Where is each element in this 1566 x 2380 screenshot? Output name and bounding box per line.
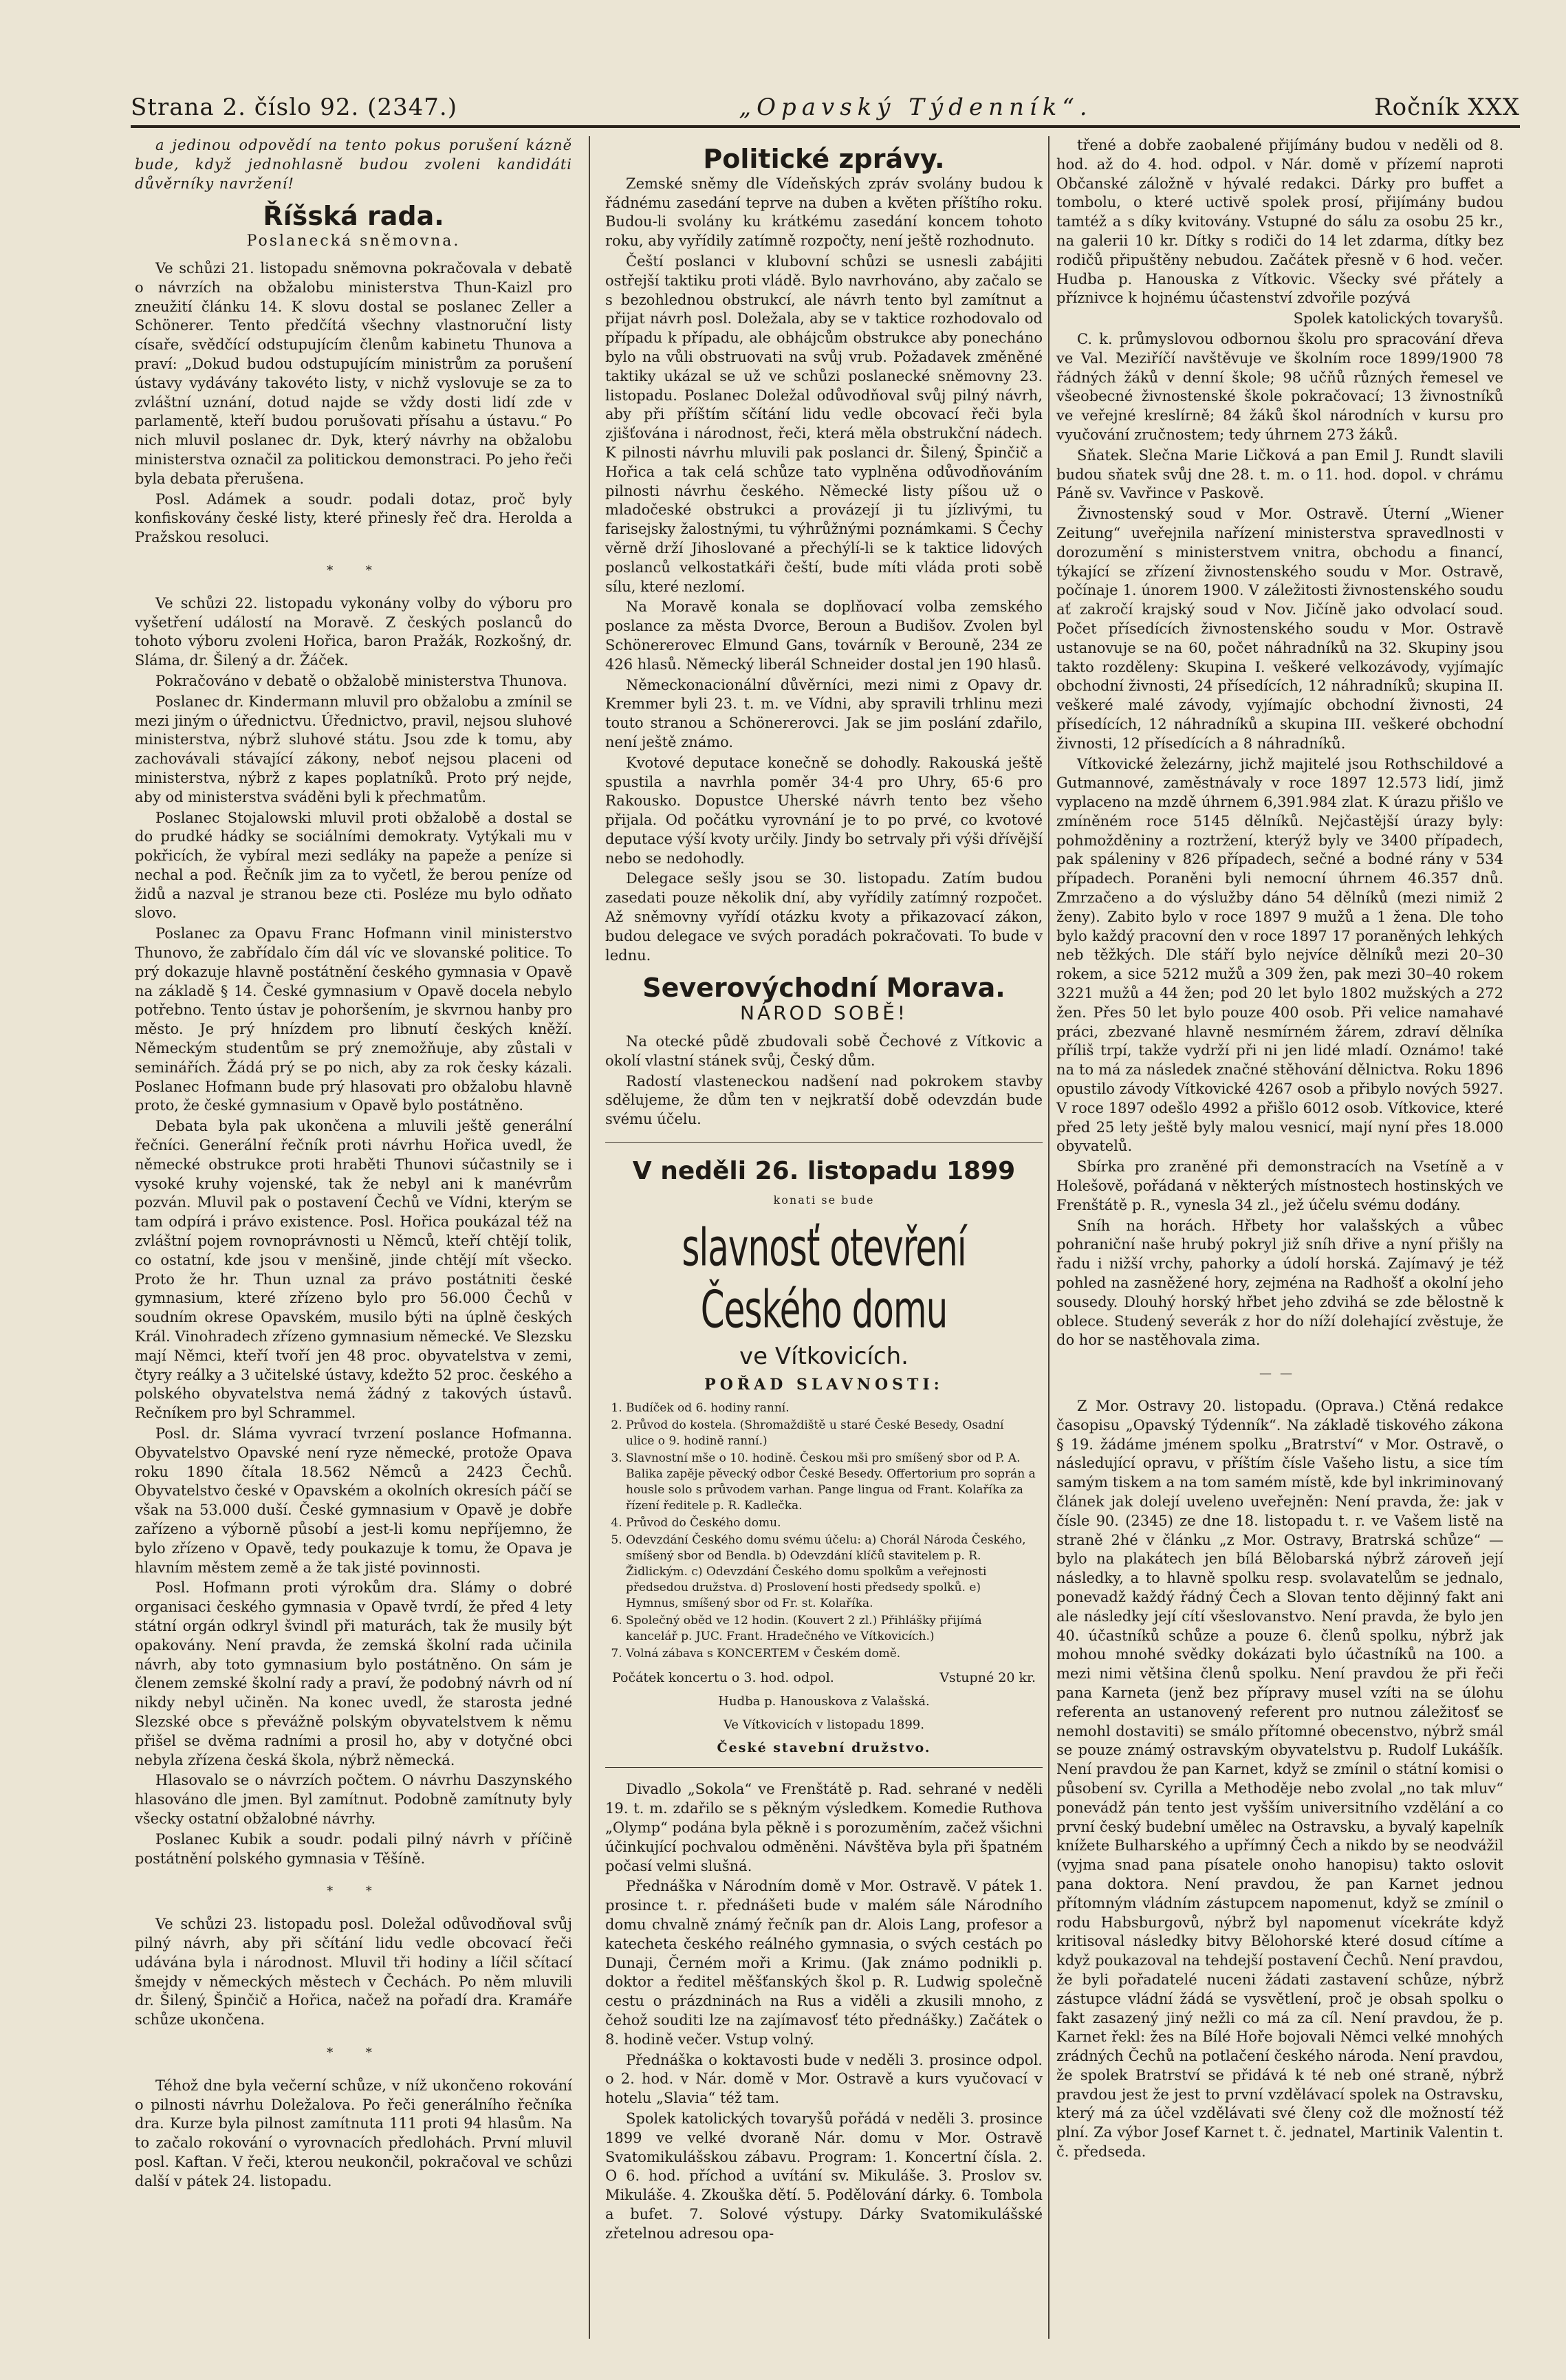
article-paragraph: Ve schůzi 21. listopadu sněmovna pokračovala v debatě o návrzích na obžalobu ministerstva Thun-Kaizl pro zneužití článku 14. K slovu dostal se poslanec Zeller a Schönerer. Tento předčítá všechny vlastnoruční listy císaře, svědčící odstupujícím členům kabinetu Thunova a praví: „Dokud budou odstupujícím ministrům za porušení ústavy vydávány takovéto listy, v nichž vyslovuje se za to zvláštní uznání, dotud najde se vždy dosti lidí zde v parlamentě, kteří budou porušovati přísahu a ústavu.“ Po nich mluvil poslanec dr. Dyk, který návrhy na obžalobu ministerstva označil za politickou demonstraci. Po jeho řeči byla debata přerušena. [135,259,572,487]
article-paragraph: třené a dobře zaobalené přijímány budou v neděli od 8. hod. až do 4. hod. odpol. v Nár. domě v přízemí naproti Občanské záložně v hývalé redakci. Dárky pro buffet a tombolu, o které uctivě spolek prosí, přijímány budou tamtéž a s díky kvitovány. Vstupné do sálu za osobu 25 kr., na galerii 10 kr. Dítky s rodiči do 14 let zdarma, dítky bez rodičů připuštěny nebudou. Začátek přesně v 6 hod. večer. Hudba p. Hanouska z Vítkovic. Všecky své přátely a příznivce k hojnému účastenství zdvořile pozývá [1056,137,1503,307]
article-paragraph: Ve schůzi 22. listopadu vykonány volby do výboru pro vyšetření událostí na Moravě. Z českých poslanců do tohoto výboru zvoleni Hořica, baron Pražák, Rozkošný, dr. Sláma, dr. Šilený a dr. Žáček. [135,594,572,669]
article-paragraph: Debata byla pak ukončena a mluvili ještě generální řečníci. Generální řečník proti návrhu Hořica uvedl, že německé obstrukce proti hraběti Thunovi súčastnily se i vysoké kruhy vojenské, tak že nebyl ani k manévrům pozván. Mluvil pak o postavení Čechů ve Vídni, kterým se tam odpírá i právo existence. Posl. Hořica poukázal též na zvláštní pojem rovnoprávnosti u Němců, kteří chtějí tolik, co ostatní, kde jsou v menšině, jinde chtějí mít všecko. Proto že hr. Thun uznal za právo postátniti české gymnasium, které zřízeno bylo pro 56.000 Čechů v soudním okrese Opavském, musilo býti na úplně českých Král. Vinohradech zřízeno gymnasium německé. Ve Slezsku mají Němci, kteří tvoří jen 48 proc. obyvatelstva v zemi, čtyry reálky a 3 učitelské ústavy, kdežto 52 proc. českého a polského obyvatelstva nemá žádný z takových ústavů. Rečníkem pro byl Schrammel. [135,1118,572,1422]
concert-start: Počátek koncertu o 3. hod. odpol. [612,1670,834,1686]
separator-line: —— [1259,1366,1301,1381]
article-paragraph: Posl. dr. Sláma vyvrací tvrzení poslance Hofmanna. Obyvatelstvo Opavské není ryze německé, protože Opava roku 1890 čítala 18.562 Němců a 2423 Čechů. Obyvatelstvo české v Opavském a okolních okresích páčí se však na 53.000 duší. České gymnasium v Opavě je dobře zařízeno a výborně působí a jest-li komu nepříjemno, že bylo zřízeno v Opavě, tedy poukazuje k tomu, že Opava je hlavním městem země a že tak jisté povinnosti. [135,1425,572,1576]
program-item: 5. Odevzdání Českého domu svému účelu: a) Chorál Národa Českého, smíšený sbor od Bendla. b) Odevzdání klíčů stavitelem p. R. Židlickým. c) Odevzdání Českého domu spolkům a veřejnosti předsedou družstva. d) Proslovení hosti předsedy spolků. e) Hymnus, smíšený sbor od Fr. st. Kolaříka. [626,1533,1036,1612]
article-paragraph: Kvotové deputace konečně se dohodly. Rakouská ještě spustila a navrhla poměr 34·4 pro Uhry, 65·6 pro Rakousko. Dopustce Uherské návrh tento bez všeho přijala. Od počátku vyrovnání je to po prvé, co kvotové deputace výší kvoty určily. Jindy bo setrvaly při výši dřívější nebo se nedohodly. [605,754,1043,867]
column-divider [1048,136,1050,2339]
column-left [135,136,572,2352]
letter-paragraph: Z Mor. Ostravy 20. listopadu. (Oprava.) Ctěná redakce časopisu „Opavský Týdenník“. Na základě tiskového zákona § 19. žádáme jménem spolku „Bratrství“ v Mor. Ostravě, o následující opravu, v příštím čísle Vašeho listu, a sice tím samým tiskem a na tom samém místě, kde byl inkriminovaný článek jak dolejí uveleno uveřejněn: Není pravda, že: jak v čísle 90. (2345) ze dne 18. listopadu t. r. ve Vašem listě na straně 2hé v článku „z Mor. Ostravy, Bratrská schůze“ — bylo na plakátech jen bílá Bělobarská nýbrž zároveň její následky, a to hlavně spolku resp. svolavatelům se jednalo, ponevadž každý řádný Čech a Slovan tento dějinný fakt ani ale následky její cítí všeslovanstvo. Není pravda, že bylo jen 40. účastníků schůze a pouze 6. členů spolku, nýbrž jak mohou mnohé svědky dokázati bylo účastníků na 100. a mezi nimi většina členů spolku. Není pravdou že při řeči pana Karneta (jenž bez přípravy musel vzíti na se úlohu referenta an ustanovený referent pro nutnou záležitosť se nemohl dostaviti) se smálo přítomné obecenstvo, nýbrž smál se pouze známý ostravským obyvatelstvu p. Rudolf Lukášík. Není pravdou že pan Karnet, když se zmínil o státní komisi o působení sv. Cyrilla a Methoděje nebo zvolal „no tak mluv“ ponevádž pán tento jest vyšším universitního vzdělání a co první český budební umělec na Ostravsku, a byvalý kapelník knížete Bulharského a upřímný Čech a nikdo by se neodvážil (vyjma snad pana písatele onoho hanopisu) takto oslovit pana doktora. Není pravdou, že pan Karnet jednou přítomným vládním zástupcem napomenut, když se zmínil o rodu Habsburgovů, nýbrž byl napomenut vícekráte když kritisoval následky bitvy Bělohorské které dosud cítíme a když poukazoval na tehdejší postavení Čechů. Není pravdou, že byli pořadatelé nuceni žádati zastavení schůze, nýbrž zástupce vládní žádá se vysvětlení, proč je obsah spolku o fakt zasazený jiný nežli co má za cíl. Není pravdou, že p. Karnet řekl: žes na Bílé Hoře bojovali Němci velké mnohých zrádných Čechů na potlačení českého národa. Není pravdou, že spolek Bratrství se přidává k té neb oné straně, nýbrž pravdou jest že jest to první vzdělávací spolek na Ostravsku, který má za účel vzdělávati své členy což dle možností též plní. Za výbor Josef Karnet t. č. jednatel, Martinik Valentin t. č. předseda. [1056,1398,1503,2161]
article-paragraph: Vítkovické železárny, jichž majitelé jsou Rothschildové a Gutmannové, zaměstnávaly v roce 1897 12.573 lidí, jimž vyplaceno na mzdě úhrnem 6,391.984 zlat. K úrazu přišlo ve zmíněném roce 5145 dělníků. Nejčastější úrazy byly: pohmožděniny a roztržení, kterýž byly ve 3400 případech, pak spáleniny v 826 případech, sečné a bodné rány v 534 případech. Poraněni byli nemocní úhrnem 46.357 dnů. Zmrzačeno a do výslužby dáno 54 dělníků (mezi nimiž 2 ženy). Zabito bylo v roce 1897 9 mužů a 1 žena. Dle toho bylo každý pracovní den v roce 1897 17 poraněných lehkých neb těžkých. Dle stáří bylo nejvíce dělníků mezi 20–30 rokem, a sice 5212 mužů a 309 žen, pak mezi 30–40 rokem 3221 mužů a 44 žen; pod 20 let bylo 1802 mužských a 272 žen. Přes 50 let bylo pouze 400 osob. Při velice namahavé práci, zbezvané hlavně nesmírném žárem, zdraví dělníka příliš trpí, takže vydrží při ni jen lidé mladí. Oznámo! také na to má za následek značné stěhování dělnictva. Roku 1896 opustilo závody Vítkovické 4267 osob a přibylo nových 5927. V roce 1897 odešlo 4992 a přišlo 6012 osob. Vítkovice, které před 25 lety ještě byly malou vesnicí, mají nyní přes 18.000 obyvatelů. [1056,755,1503,1155]
event-announcement [605,1142,1043,1768]
article-paragraph: Sňatek. Slečna Marie Ličková a pan Emil J. Rundt slavili budou sňatek svůj dne 28. t. m. o 11. hod. dopol. v chrámu Páně sv. Vavřince v Paskově. [1056,446,1503,502]
article-paragraph: Sníh na horách. Hřbety hor valašských a vůbec pohraniční naše hrubý pokryl již sníh dřive a nyní přišly na řadu i nižší vrchy, pahorky a údolí horská. Zajímavý je též pohled na zasněžené hory, zejména na Radhošť a okolní jeho sousedy. Dlouhý horský hřbet jeho zdvihá se zde bělostně k oblece. Studený severák z hor do níží dolehající zvěstuje, že do hor se nastěhovala zima. [1056,1217,1503,1349]
article-paragraph: Ve schůzi 23. listopadu posl. Doležal odůvodňoval svůj pilný návrh, aby při sčítání lidu vedle obcovací řeči udávána byla i národnost. Mluvil tři hodiny a líčil sčítací šmejdy v německých městech v Čechách. Po něm mluvili dr. Šilený, Špinčič a Hořica, načež na pořadí dra. Kramáře schůze ukončena. [135,1916,572,2029]
article-paragraph: Na Moravě konala se doplňovací volba zemského poslance za města Dvorce, Beroun a Budišov. Zvolen byl Schönererovec Elmund Gans, továrník v Berouně, 234 ze 426 hlasů. Německý liberál Schneider dostal jen 190 hlasů. [605,598,1043,673]
section-subtitle: Poslanecká sněmovna. [246,232,461,250]
article-paragraph: Poslanec Stojalowski mluvil proti obžalobě a dostal se do prudké hádky se sociálními demokraty. Vytýkali mu v pokřicích, že vybíral mezi sedláky na papeže a peníze si nechal a pod. Řečník jim za to vyčetl, že berou peníze od židů a nazval je stranou beze cti. Posléze mu bylo odňato slovo. [135,809,572,922]
announcement-big-title: slavnosť otevření Českého domu [682,1218,966,1340]
article-paragraph: Hlasovalo se o návrzích počtem. O návrhu Daszynského hlasováno dle jmen. Byl zamítnut. Podobně zamítnuty byly všecky ostatní obžalobné návrhy. [135,1772,572,1827]
article-paragraph: Zemské sněmy dle Vídeňských zpráv svolány budou k řádnému zasedání teprve na duben a květen příštího roku. Budou-li svolány ku krátkému zasedání koncem tohoto roku, aby vyřídily zatímně rozpočty, není ještě rozhodnuto. [605,175,1043,250]
article-paragraph: Poslanec dr. Kindermann mluvil pro obžalobu a zmínil se mezi jiným o úřednictvu. Úřednictvo, pravil, nejsou sluhové ministerstva, nýbrž sluhové státu. Jsou zde k tomu, aby zachovávali stávající zákony, neboť nejsou placeni od ministerstva, nýbrž z kapes poplatníků. Proto prý nejde, aby od ministerstva sváděni byli k přechmatům. [135,693,572,805]
header-rule [131,125,1520,128]
announcement-place: ve Vítkovicích. [739,1342,909,1370]
article-paragraph: Posl. Hofmann proti výrokům dra. Slámy o dobré organisaci českého gymnasia v Opavě tvrdí, že před 4 lety státní orgán odkryl švindl při maturách, tak že musily být opakovány. Není pravda, že zemská školní rada učinila návrh, aby toto gymnasium bylo postátněno. On sám je členem zemské školní rady a praví, že podobný návrh od ní nikdy nebyl učiněn. Na konec uvedl, že starosta jedné Slezské obce s převážně polským obyvatelstvem k němu přišel se dvěma radními a prosil ho, aby v dotyčné obci nebyla zřízena česká škola, nýbrž německá. [135,1579,572,1768]
program-item: 6. Společný oběd ve 12 hodin. (Kouvert 2 zl.) Přihlášky přijímá kancelář p. JUC. Frant. Hradečného ve Vítkovicích.) [626,1613,1036,1645]
section-title-risska-rada: Říšská rada. [263,201,444,232]
column-divider [589,136,590,2339]
program-list [612,1400,1036,1662]
article-paragraph: Divadlo „Sokola“ ve Frenštátě p. Rad. sehrané v neděli 19. t. m. zdařilo se s pěkným výsledkem. Komedie Ruthova „Olymp“ podána byla pěkně i s porozuměním, začež všichni účinkující pochvalou odměněni. Návštěva byla při špatném počasí velmi slušná. [605,1781,1043,1874]
program-item: 4. Průvod do Českého domu. [626,1515,1036,1531]
section-title-severovychodni-morava: Severovýchodní Morava. [642,973,1005,1004]
article-paragraph: Téhož dne byla večerní schůze, v níž ukončeno rokování o pilnosti návrhu Doležalova. Po řeči generálního řečníka dra. Kurze byla pilnost zamítnuta 111 proti 94 hlasům. Na to začalo rokování o vyrovnacích předlohách. První mluvil posl. Kaftan. V řeči, kterou neukončil, pokračoval ve schůzi další v pátek 24. listopadu. [135,2077,572,2189]
article-paragraph: Na otecké půdě zbudovali sobě Čechové z Vítkovic a okolí vlastní stánek svůj, Český dům. [605,1033,1043,1069]
announcement-sub: konati se bude [773,1193,875,1207]
header-page-number: Strana 2. číslo 92. (2347.) [131,94,457,121]
announcement-heading: NÁROD SOBĚ! [740,1002,908,1025]
column-right [1056,136,1503,2352]
concert-info-row [612,1669,1036,1688]
header-newspaper-title: „Opavský Týdenník“. [739,94,1093,121]
separator-asterisks: * * [327,1884,380,1899]
article-paragraph: Živnostenský soud v Mor. Ostravě. Úterní „Wiener Zeitung“ uveřejnila nařízení ministerstva spravedlnosti v dorozumění s ministerstvem vnitra, obchodu a financí, týkající se zřízení živnostenského soudu v Mor. Ostravě, počínaje 1. únorem 1900. V záležitosti živnostenského soudu ať zakročí krajský soud v Nov. Jičíně jako odvolací soud. Počet přísedících živnostenského soudu v Mor. Ostravě ustanovuje se na 60, počet náhradníků na 32. Skupiny jsou takto rozděleny: Skupina I. veškeré velkozávody, vyjímajíc obchodní živnosti, 24 přísedících, 12 náhradníků; skupina II. veškeré malé závody, vyjímajíc obchodní živnosti, 24 přísedících, 12 náhradníků a skupina III. veškeré obchodní živnosti, 12 přísedících a 8 náhradníků. [1056,506,1503,752]
announcement-signature: České stavební družstvo. [717,1740,931,1755]
article-paragraph: Přednáška v Národním domě v Mor. Ostravě. V pátek 1. prosince t. r. přednášeti bude v malém sále Národního domu chvalně známý řečník pan dr. Alois Lang, profesor a katecheta českého reálného gymnasia, o svých cestách po Dunaji, Černém moři a Krimu. (Jak známo podnikli p. doktor a ředitel měšťanských škol p. R. Ludwig společně cestu o prázdninách na Rus a viděli a zkusili mnoho, z čehož souditi lze na zajímavosť této přednášky.) Začátek o 8. hodině večer. Vstup volný. [605,1878,1043,2048]
separator-asterisks: * * [327,563,380,578]
article-signature: Spolek katolických tovaryšů. [1293,310,1503,327]
article-paragraph: Spolek katolických tovaryšů pořádá v neděli 3. prosince 1899 ve velké dvoraně Nár. domu v Mor. Ostravě Svatomikulášskou zábavu. Program: 1. Koncertní čísla. 2. O 6. hod. příchod a uvítání sv. Mikuláše. 3. Proslov sv. Mikuláše. 4. Zkouška dětí. 5. Podělování dárky. 6. Tombola a bufet. 7. Solové výstupy. Dárky Svatomikulášské zřetelnou adresou opa- [605,2110,1043,2242]
program-item: 1. Budíček od 6. hodiny ranní. [626,1400,1036,1416]
article-paragraph: Pokračováno v debatě o obžalobě ministerstva Thunova. [155,672,567,689]
article-paragraph: Německonacionální důvěrníci, mezi nimi z Opavy dr. Kremmer byli 23. t. m. ve Vídni, aby spravili trhlinu mezi touto stranou a Schönererovci. Jak se jim poslání zdařilo, není ještě známo. [605,676,1043,750]
program-item: 2. Průvod do kostela. (Shromaždiště u staré České Besedy, Osadní ulice o 9. hodině ranní.) [626,1418,1036,1449]
intro-paragraph: a jedinou odpovědí na tento pokus porušení kázně bude, když jednohlasně budou zvoleni kandidáti důvěrníky navržení! [135,137,572,192]
program-item: 7. Volná zábava s KONCERTEM v Českém domě. [626,1646,1036,1662]
article-paragraph: C. k. průmyslovou odbornou školu pro spracování dřeva ve Val. Meziříčí navštěvuje ve školním roce 1899/1900 78 řádných žáků v denní škole; 98 učňů různých řemesel ve všeobecné živnostenské škole pokračovací; 13 živnostníků ve veřejné kreslírně; 84 žáků škol národních v kursu pro vyučování zručnostem; tedy úhrnem 273 žáků. [1056,330,1503,443]
header-volume: Ročník XXX [1374,94,1520,121]
page-header [131,83,1520,121]
article-paragraph: Přednáška o koktavosti bude v neděli 3. prosince odpol. o 2. hod. v Nár. domě v Mor. Ostravě a kurs vyučovací v hotelu „Slavia“ též tam. [605,2051,1043,2107]
article-paragraph: Delegace sešly jsou se 30. listopadu. Zatím budou zasedati pouze několik dní, aby vyřídily zatímný rozpočet. Až sněmovny vyřídí otázku kvoty a přikazovací zákon, budou delegace ve svých poradách pokračovati. To bude v lednu. [605,870,1043,964]
place-date: Ve Vítkovicích v listopadu 1899. [724,1717,924,1732]
article-paragraph: Čeští poslanci v klubovní schůzi se usnesli zabájiti ostřejší taktiku proti vládě. Bylo navrhováno, aby začalo se s bezohlednou obstrukcí, ale návrh tento byl zamítnut a přijat návrh posl. Doležala, aby se v taktice rozhodovalo od případu k případu, ale obhájcům obstrukce aby ponecháno bylo na vůli obstruovati na svůj vrub. Požadavek změněné taktiky ukázal se už ve schůzi poslanecké sněmovny 23. listopadu. Poslanec Doležal odůvodňoval svůj pilný návrh, aby při příštím sčítání lidu vedle obcovací řeči byla zjišťována i národnost, řeči, která měla obstrukční nádech. K pilnosti návrhu mluvili pak poslanci dr. Šilený, Špinčič a Hořica a tak celá schůze tato vyplněna odůvodňováním pilnosti návrhu českého. Německé listy píšou už o mladočeské obstrukci a provázejí ji tu jízlivými, tu farisejsky žalostnými, tu výhrůžnými poznámkami. S Čechy věrně drží Jihoslované a přechýlí-li se k taktice lidových poslanců velkostatkáři čeští, bude míti vláda proti sobě sílu, které nezlomí. [605,252,1043,595]
program-title: POŘAD SLAVNOSTI: [704,1376,944,1394]
concert-entry: Vstupné 20 kr. [939,1670,1036,1686]
article-paragraph: Posl. Adámek a soudr. podali dotaz, proč byly konfiskovány české listy, které přinesly řeč dra. Herolda a Pražskou resoluci. [135,490,572,546]
program-item: 3. Slavnostní mše o 10. hodině. Českou mši pro smíšený sbor od P. A. Balika zapěje pěvecký odbor České Besedy. Offertorium pro soprán a housle solo s průvodem varhan. Pange lingua od Frant. Kolaříka za řízení ředitele p. R. Kadlečka. [626,1451,1036,1514]
column-middle [605,136,1043,2352]
separator-asterisks: * * [327,2045,380,2060]
article-paragraph: Poslanec Kubik a soudr. podali pilný návrh v příčině postátnění polského gymnasia v Těšíně. [135,1830,572,1867]
section-title-politicke-zpravy: Politické zprávy. [703,144,945,174]
music-info: Hudba p. Hanouskova z Valašská. [718,1694,930,1709]
article-paragraph: Poslanec za Opavu Franc Hofmann vinil ministerstvo Thunovo, že zabřídalo čím dál víc ve slovanské politice. To prý dokazuje hlavně postátnění českého gymnasia v Opavě na základě § 14. České gymnasium v Opavě docela nebylo potřebno. Tento ústav je pohoršením, je skvrnou hanby pro město. Je prý hnízdem pro libnutí českých kněží. Německým studentům se prý znemožňuje, aby zůstali v seminářích. Žádá prý se po nich, aby za rok česky kázali. Poslanec Hofmann bude prý hlasovati pro obžalobu hlavně proto, že české gymnasium v Opavě bylo postátněno. [135,925,572,1114]
announcement-date: V neděli 26. listopadu 1899 [632,1157,1016,1186]
article-paragraph: Sbírka pro zraněné při demonstracích na Vsetíně a v Holešově, pořádaná v některých místnostech hostinských ve Frenštátě p. R., vynesla 34 zl., jež účelu svému dodány. [1056,1158,1503,1213]
article-paragraph: Radostí vlasteneckou nadšení nad pokrokem stavby sdělujeme, že dům ten v nejkratší době odevzdán bude svému účelu. [605,1072,1043,1128]
